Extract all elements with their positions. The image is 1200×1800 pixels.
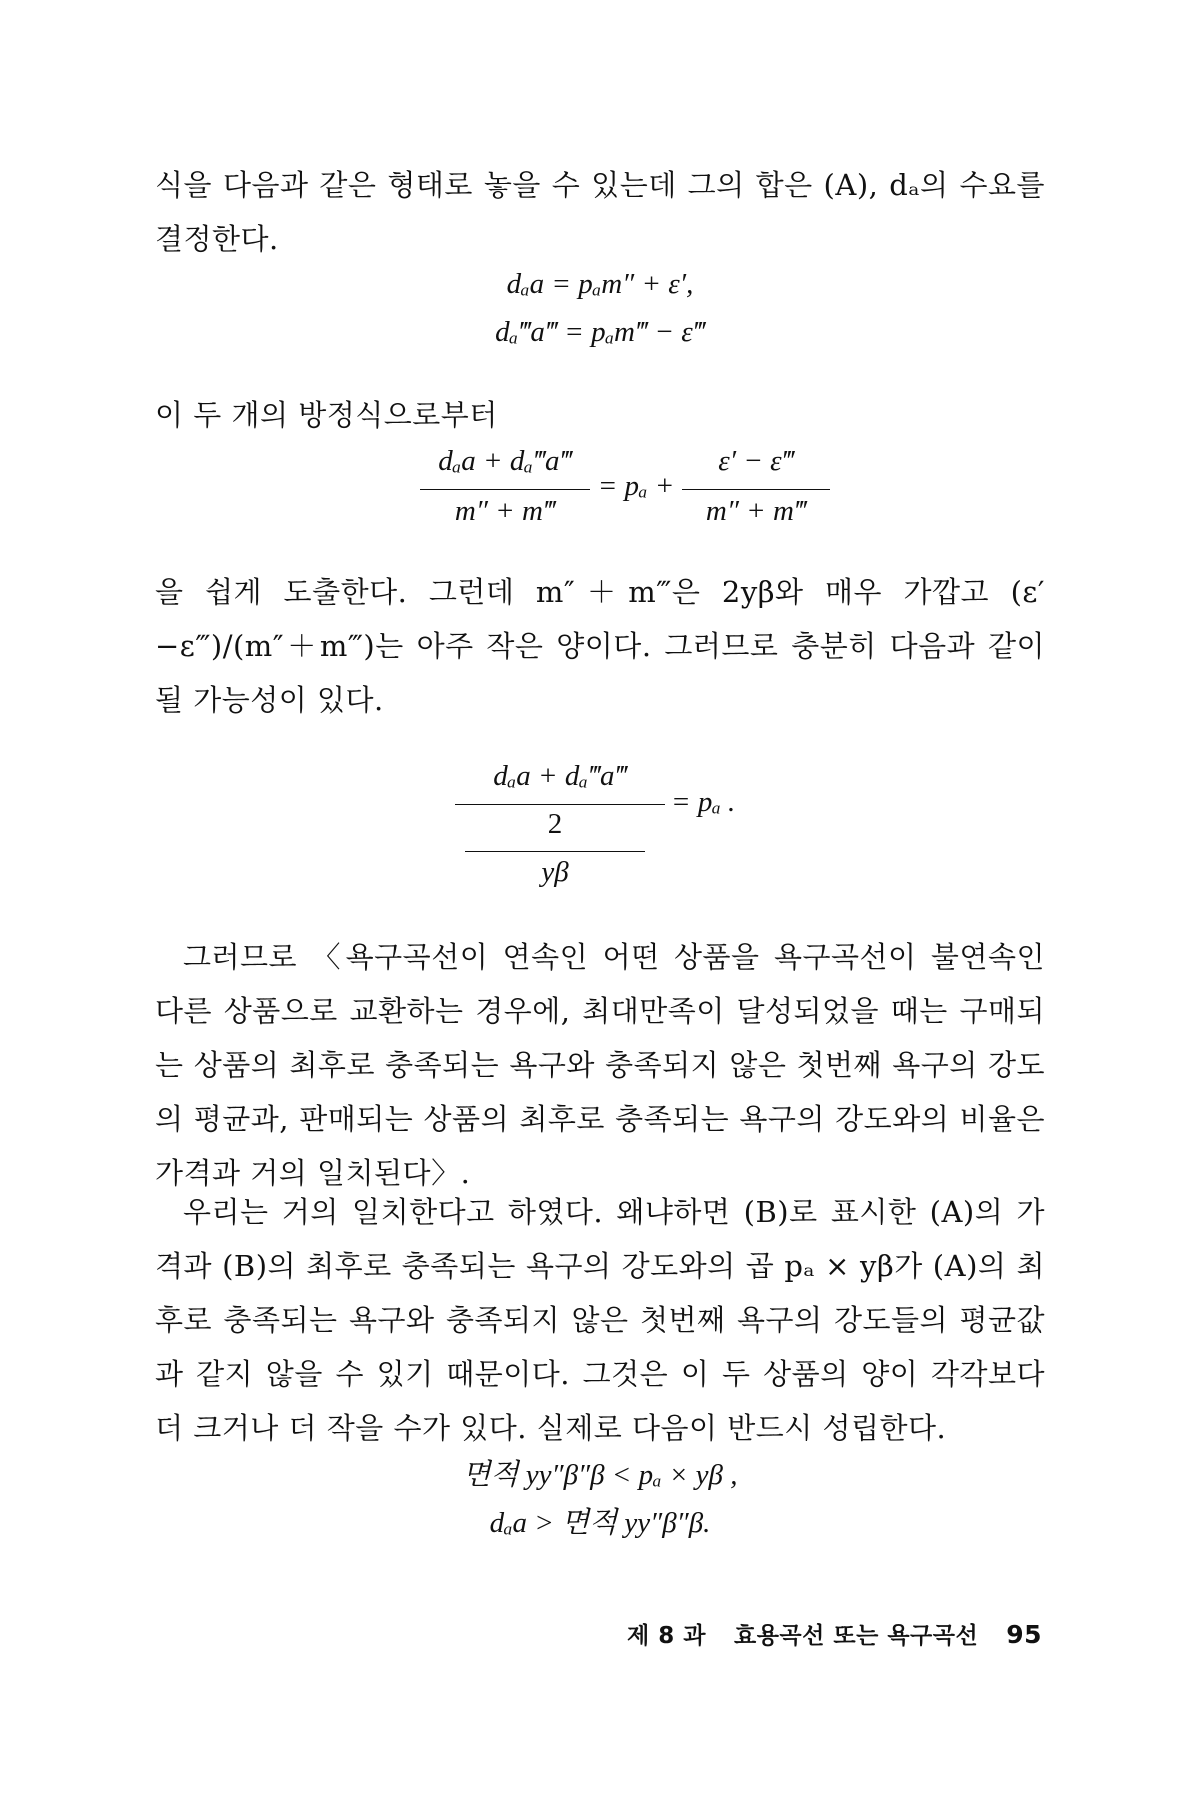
fraction-3-denominator: yβ bbox=[541, 856, 569, 888]
fraction-3-rhs: = pₐ . bbox=[671, 786, 736, 818]
equation-2: dₐ‴a‴ = pₐm‴ − ε‴ bbox=[495, 316, 705, 348]
fraction-3-outer-bar bbox=[455, 804, 665, 805]
fraction-2-numerator: ε′ − ε‴ bbox=[718, 445, 794, 477]
fraction-2-denominator: m″ + m‴ bbox=[705, 495, 807, 527]
page-footer bbox=[627, 1617, 1042, 1650]
fraction-3-numerator: dₐa + dₐ‴a‴ bbox=[493, 760, 627, 792]
paragraph-intro: 식을 다음과 같은 형태로 놓을 수 있는데 그의 합은 (A), dₐ의 수요를 결정한다. bbox=[155, 168, 1045, 256]
fraction-2-bar bbox=[682, 489, 830, 490]
fraction-1-denominator: m″ + m‴ bbox=[454, 495, 556, 527]
footer-title: 효용곡선 또는 욕구곡선 bbox=[734, 1623, 979, 1649]
fraction-3-inner-bar bbox=[465, 851, 645, 852]
fraction-equation-1 bbox=[420, 445, 840, 555]
fraction-1-bar bbox=[420, 489, 590, 490]
inequality-1: 면적 yy″β″β < pₐ × yβ , bbox=[462, 1459, 738, 1491]
paragraph-explanation: 우리는 거의 일치한다고 하였다. 왜냐하면 (B)로 표시한 (A)의 가격과 (B)의 최후로 충족되는 욕구의 강도와의 곱 pₐ × yβ가 (A)의 최후로 충족되는 욕구와 충족되지 않은 첫번째 욕구의 강도들의 평균값과 같지 않을 수 있기 때문이다. 그것은 이 두 상품의 양이 각각보다 더 크거나 더 작을 수가 있다. 실제로 다음이 반드시 성립한다. bbox=[155, 1195, 1045, 1445]
fraction-1-numerator: dₐa + dₐ‴a‴ bbox=[438, 445, 572, 477]
fraction-equation-2 bbox=[455, 760, 755, 910]
fraction-3-two: 2 bbox=[547, 808, 563, 840]
equation-1: dₐa = pₐm″ + ε′, bbox=[506, 268, 694, 300]
page-number: 95 bbox=[1006, 1620, 1042, 1649]
fraction-1-middle: = pₐ + bbox=[597, 470, 675, 502]
paragraph-derivation: 을 쉽게 도출한다. 그런데 m″＋m‴은 2yβ와 매우 가깝고 (ε′−ε‴)/(m″＋m‴)는 아주 작은 양이다. 그러므로 충분히 다음과 같이 될 가능성이 있다. bbox=[155, 575, 1045, 717]
paragraph-from-equations: 이 두 개의 방정식으로부터 bbox=[155, 398, 498, 432]
inequality-2: dₐa > 면적 yy″β″β. bbox=[489, 1507, 711, 1539]
paragraph-theorem: 그러므로 〈욕구곡선이 연속인 어떤 상품을 욕구곡선이 불연속인 다른 상품으로 교환하는 경우에, 최대만족이 달성되었을 때는 구매되는 상품의 최후로 충족되는 욕구와 충족되지 않은 첫번째 욕구의 강도의 평균과, 판매되는 상품의 최후로 충족되는 욕구의 강도와의 비율은 가격과 거의 일치된다〉. bbox=[155, 940, 1045, 1190]
footer-chapter: 제 8 과 bbox=[627, 1623, 706, 1649]
